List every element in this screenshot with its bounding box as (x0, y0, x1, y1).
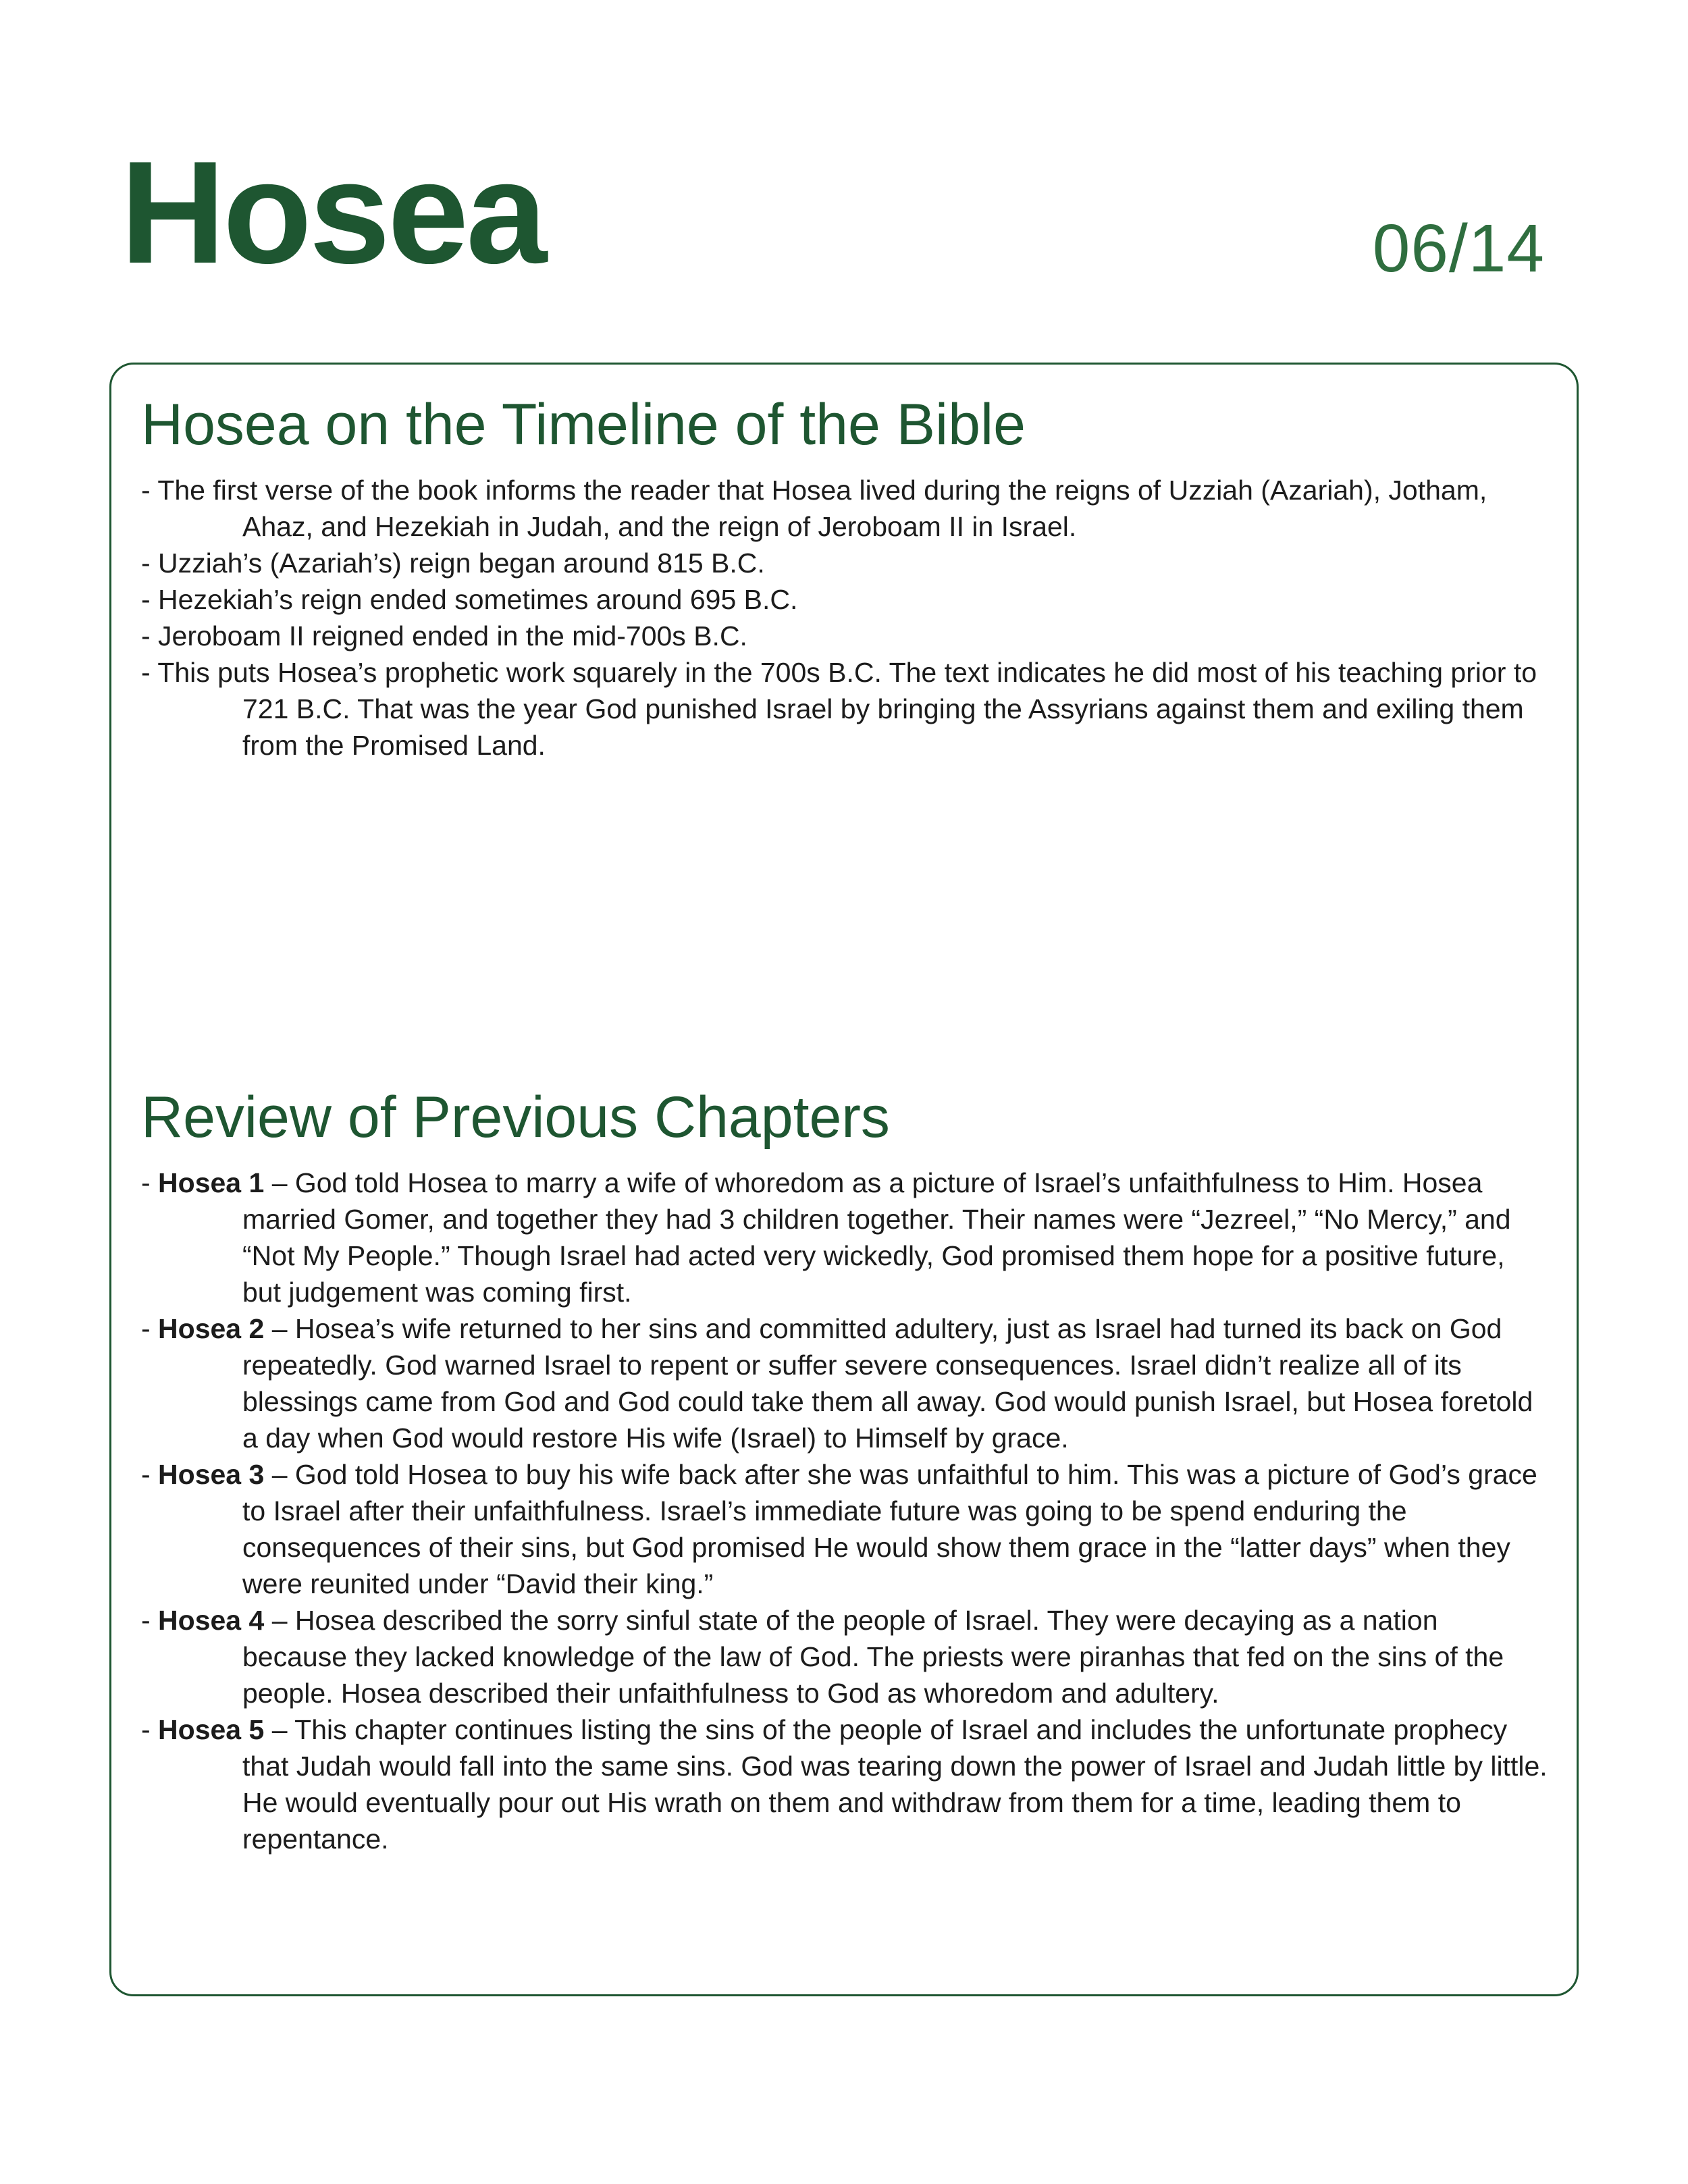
timeline-item: - The first verse of the book informs the reader that Hosea lived during the reigns of Uzziah (Azariah), Jotham, Ahaz, and Hezekiah in Judah, and the reign of Jeroboam II in Israel. (141, 474, 1487, 542)
timeline-item: - Hezekiah’s reign ended sometimes around 695 B.C. (141, 583, 798, 615)
review-item: - Hosea 1 – God told Hosea to marry a wife of whoredom as a picture of Israel’s unfaithfulness to Him. Hosea married Gomer, and together they had 3 children together. Their names were “Jezreel,” “No Mercy,” and “Not My People.” Though Israel had acted very wickedly, God promised them hope for a positive future, but judgement was coming first. (141, 1167, 1511, 1308)
review-item: - Hosea 4 – Hosea described the sorry sinful state of the people of Israel. They were decaying as a nation because they lacked knowledge of the law of God. The priests were piranhas that fed on the sins of the people. Hosea described their unfaithfulness to God as whoredom and adultery. (141, 1604, 1504, 1709)
review-heading: Review of Previous Chapters (141, 1085, 890, 1150)
review-item-text: – This chapter continues listing the sins of the people of Israel and includes the unfortunate prophecy that Judah would fall into the same sins. God was tearing down the power of Israel and Judah little by little. He would eventually pour out His wrath on them and withdraw from them for a time, leading them to repentance. (242, 1713, 1548, 1855)
timeline-item-text: Hezekiah’s reign ended sometimes around 695 B.C. (158, 583, 798, 615)
review-item-label: Hosea 3 (158, 1458, 265, 1490)
timeline-item-text: Jeroboam II reigned ended in the mid-700s B.C. (158, 620, 747, 651)
timeline-item: - Uzziah’s (Azariah’s) reign began around 815 B.C. (141, 547, 765, 579)
timeline-item-text: The first verse of the book informs the reader that Hosea lived during the reigns of Uzziah (Azariah), Jotham, Ahaz, and Hezekiah in Judah, and the reign of Jeroboam II in Israel. (157, 474, 1487, 542)
review-list (141, 1165, 1550, 1857)
review-item-label: Hosea 5 (158, 1713, 265, 1745)
content-card (109, 363, 1579, 1996)
timeline-heading: Hosea on the Timeline of the Bible (141, 392, 1026, 457)
review-item: - Hosea 5 – This chapter continues listing the sins of the people of Israel and includes the unfortunate prophecy that Judah would fall into the same sins. God was tearing down the power of Israel and Judah little by little. He would eventually pour out His wrath on them and withdraw from them for a time, leading them to repentance. (141, 1713, 1548, 1855)
review-item-text: – Hosea’s wife returned to her sins and committed adultery, just as Israel had turned its back on God repeatedly. God warned Israel to repent or suffer severe consequences. Israel didn’t realize all of its blessings came from God and God could take them all away. God would punish Israel, but Hosea foretold a day when God would restore His wife (Israel) to Himself by grace. (242, 1312, 1533, 1454)
page-number: 06/14 (1372, 211, 1545, 286)
timeline-section (141, 392, 1550, 764)
review-item: - Hosea 3 – God told Hosea to buy his wife back after she was unfaithful to him. This was a picture of God’s grace to Israel after their unfaithfulness. Israel’s immediate future was going to be spend enduring the consequences of their sins, but God promised He would show them grace in the “latter days” when they were reunited under “David their king.” (141, 1458, 1537, 1599)
review-item: - Hosea 2 – Hosea’s wife returned to her sins and committed adultery, just as Israel had turned its back on God repeatedly. God warned Israel to repent or suffer severe consequences. Israel didn’t realize all of its blessings came from God and God could take them all away. God would punish Israel, but Hosea foretold a day when God would restore His wife (Israel) to Himself by grace. (141, 1312, 1533, 1454)
review-item-text: – Hosea described the sorry sinful state of the people of Israel. They were decaying as a nation because they lacked knowledge of the law of God. The priests were piranhas that fed on the sins of the people. Hosea described their unfaithfulness to God as whoredom and adultery. (242, 1604, 1504, 1709)
review-item-label: Hosea 4 (158, 1604, 265, 1636)
review-item-label: Hosea 2 (158, 1312, 265, 1344)
timeline-item: - This puts Hosea’s prophetic work squarely in the 700s B.C. The text indicates he did most of his teaching prior to 721 B.C. That was the year God punished Israel by bringing the Assyrians against them and exiling them from the Promised Land. (141, 656, 1537, 761)
page-title: Hosea (120, 130, 545, 294)
timeline-item-text: Uzziah’s (Azariah’s) reign began around 815 B.C. (158, 547, 765, 579)
review-item-text: – God told Hosea to buy his wife back after she was unfaithful to him. This was a picture of God’s grace to Israel after their unfaithfulness. Israel’s immediate future was going to be spend enduring the consequences of their sins, but God promised He would show them grace in the “latter days” when they were reunited under “David their king.” (242, 1458, 1537, 1599)
review-item-label: Hosea 1 (158, 1167, 265, 1198)
timeline-item-text: This puts Hosea’s prophetic work squarely in the 700s B.C. The text indicates he did most of his teaching prior to 721 B.C. That was the year God punished Israel by bringing the Assyrians against them and exiling them from the Promised Land. (157, 656, 1537, 761)
timeline-item: - Jeroboam II reigned ended in the mid-700s B.C. (141, 620, 747, 651)
review-item-text: – God told Hosea to marry a wife of whoredom as a picture of Israel’s unfaithfulness to Him. Hosea married Gomer, and together they had 3 children together. Their names were “Jezreel,” “No Mercy,” and “Not My People.” Though Israel had acted very wickedly, God promised them hope for a positive future, but judgement was coming first. (242, 1167, 1511, 1308)
timeline-list (141, 472, 1550, 764)
review-section (141, 1084, 1550, 1857)
